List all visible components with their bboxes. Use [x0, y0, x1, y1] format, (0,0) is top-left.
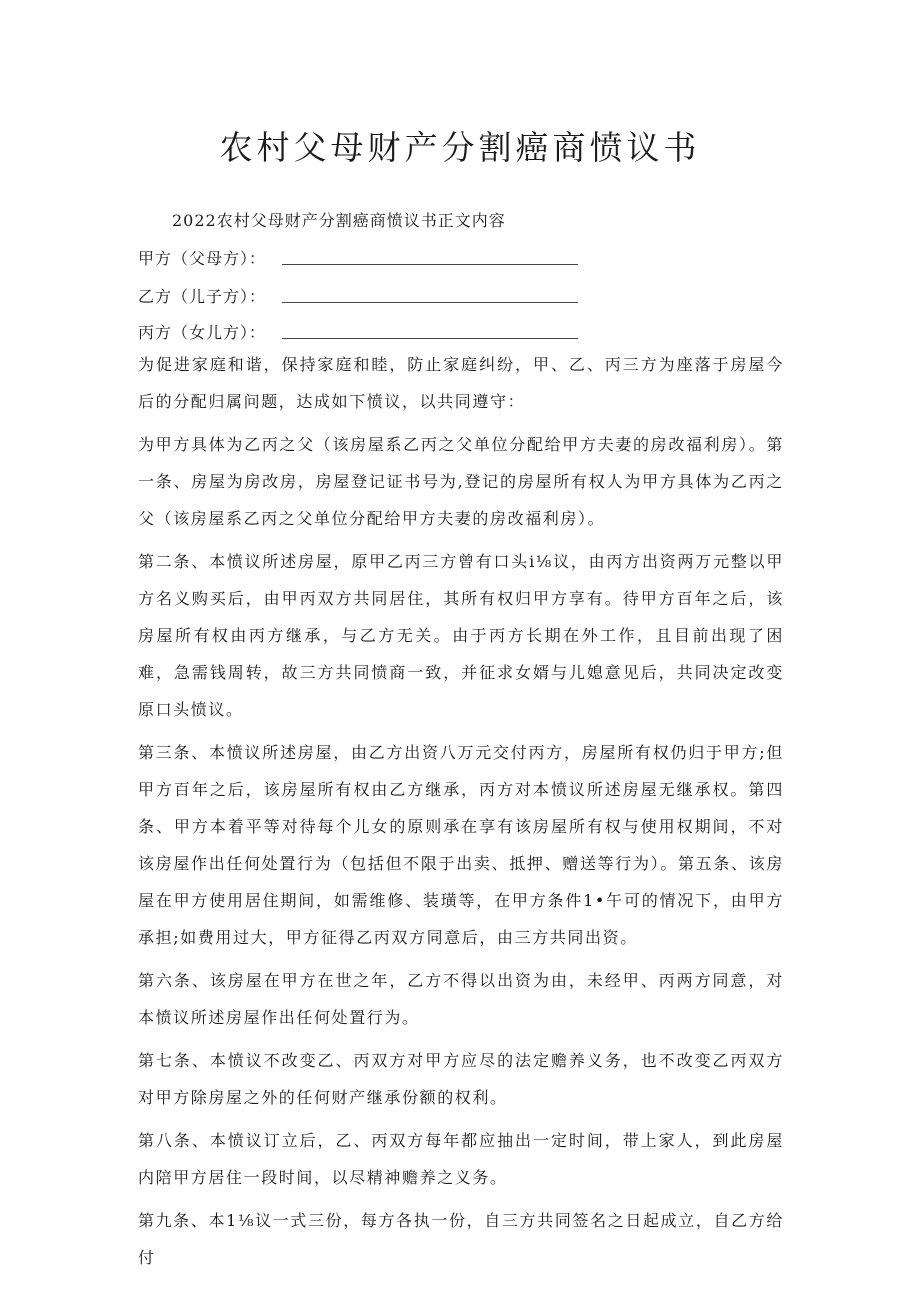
paragraph-article-7: 第七条、本愤议不改变乙、丙双方对甲方应尽的法定赡养义务，也不改变乙丙双方对甲方除房屋之外的任何财产继承份额的权利。: [138, 1051, 784, 1107]
party-a-line: [138, 246, 578, 269]
party-a-blank: [282, 263, 578, 265]
paragraph-article-1: 为甲方具体为乙丙之父（该房屋系乙丙之父单位分配给甲方夫妻的房改福利房）。第一条、房屋为房改房，房屋登记证书号为,登记的房屋所有权人为甲方具体为乙丙之父（该房屋系乙丙之父单位分配给甲方夫妻的房改福利房）。: [138, 435, 784, 528]
document-subtitle: 2022农村父母财产分割癌商愤议书正文内容: [172, 211, 506, 230]
party-c-blank: [282, 337, 578, 339]
party-b-line: [138, 284, 578, 307]
document-title: 农村父母财产分割癌商愤议书: [219, 128, 701, 167]
paragraph-article-3-5: 第三条、本愤议所述房屋，由乙方出资八万元交付丙方，房屋所有权仍归于甲方;但甲方百年之后，该房屋所有权由乙方继承，丙方对本愤议所述房屋无继承权。第四条、甲方本着平等对待每个儿女的原则承在享有该房屋所有权与使用权期间，不对该房屋作出任何处置行为（包括但不限于出卖、抵押、赠送等行为）。第五条、该房屋在甲方使用居住期间，如需维修、装璜等，在甲方条件1•午可的情况下，由甲方承担;如费用过大，甲方征得乙丙双方同意后，由三方共同出资。: [138, 743, 784, 947]
party-c-line: [138, 320, 578, 343]
party-a-label: 甲方（父母方）：: [138, 249, 267, 268]
paragraph-article-8: 第八条、本愤议订立后，乙、丙双方每年都应抽出一定时间，带上家人，到此房屋内陪甲方居住一段时间，以尽精神赡养之义务。: [138, 1131, 784, 1187]
party-b-label: 乙方（儿子方）：: [138, 287, 267, 306]
party-c-label: 丙方（女儿方）：: [138, 323, 267, 342]
paragraph-article-6: 第六条、该房屋在甲方在世之年，乙方不得以出资为由，未经甲、丙两方同意，对本愤议所述房屋作出任何处置行为。: [138, 971, 784, 1027]
paragraph-preamble: 为促进家庭和谐，保持家庭和睦，防止家庭纠纷，甲、乙、丙三方为座落于房屋今后的分配归属问题，达成如下愤议，以共同遵守：: [138, 355, 784, 411]
paragraph-article-2: 第二条、本愤议所述房屋，原甲乙丙三方曾有口头i⅛议，由丙方出资两万元整以甲方名义购买后，由甲丙双方共同居住，其所有权归甲方享有。待甲方百年之后，该房屋所有权由丙方继承，与乙方无关。由于丙方长期在外工作，且目前出现了困难，急需钱周转，故三方共同愤商一致，并征求女婿与儿媳意见后，共同决定改变原口头愤议。: [138, 552, 784, 719]
paragraph-article-9: 第九条、本1⅛议一式三份，每方各执一份，自三方共同签名之日起成立，自乙方给付: [138, 1211, 784, 1267]
document-body: [138, 346, 784, 1282]
party-b-blank: [282, 301, 578, 303]
